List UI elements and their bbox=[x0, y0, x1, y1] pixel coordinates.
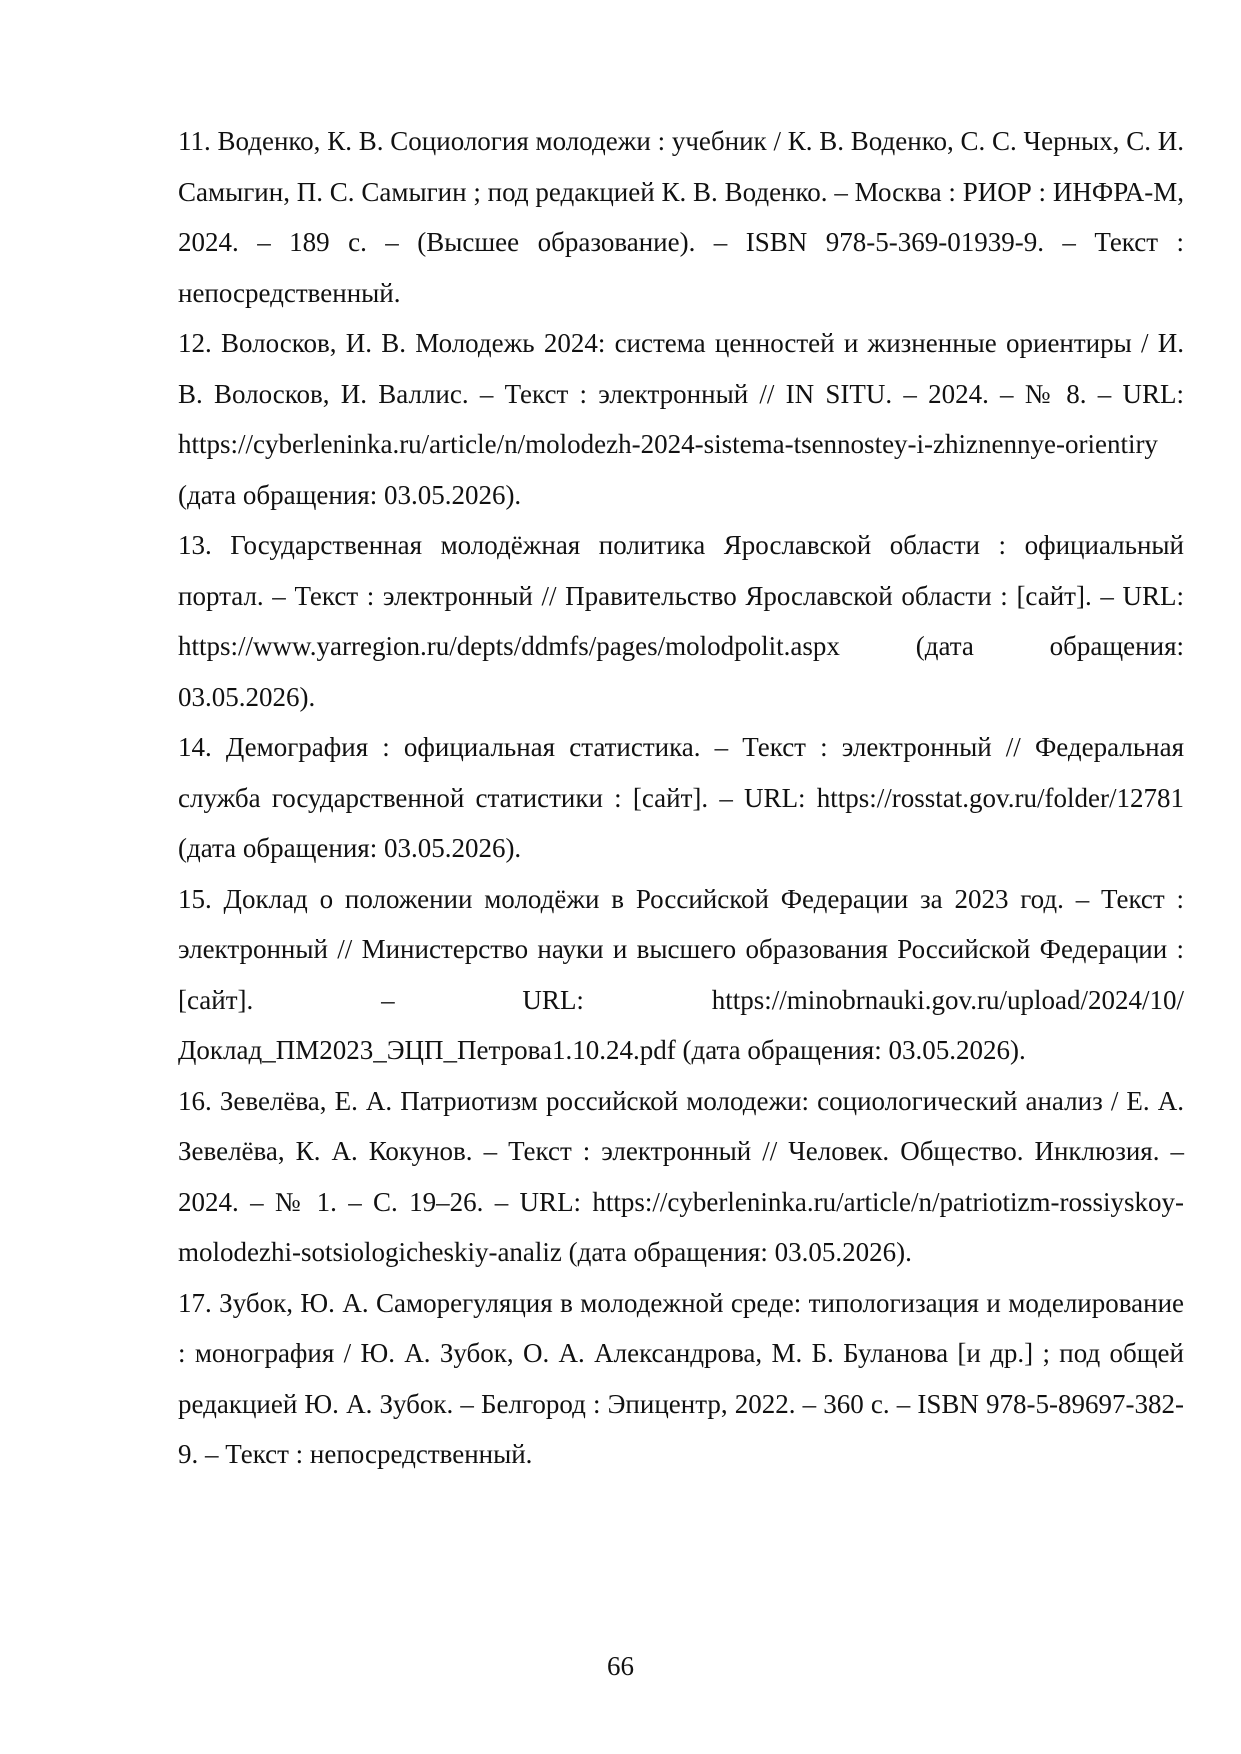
reference-item-14: 14. Демография : официальная статистика. – Текст : электронный // Федеральная служба государственной статистики : [сайт]. – URL: https://rosstat.gov.ru/folder/12781 (дата обращения: 03.05.2026). bbox=[178, 732, 1184, 863]
page-number: 66 bbox=[607, 1651, 634, 1681]
reference-list bbox=[178, 116, 1184, 1480]
reference-item-12: 12. Волосков, И. В. Молодежь 2024: система ценностей и жизненные ориентиры / И. В. Волосков, И. Валлис. – Текст : электронный // IN SITU. – 2024. – № 8. – URL: https://cyberleninka.ru/article/n/molodezh-2024-sistema-tsennostey-i-zhiznennye-orientiry (дата обращения: 03.05.2026). bbox=[178, 328, 1184, 510]
reference-item-15: 15. Доклад о положении молодёжи в Российской Федерации за 2023 год. – Текст : электронный // Министерство науки и высшего образования Российской Федерации : [сайт]. – URL: https://minobrnauki.gov.ru/upload/2024/10/Доклад_ПМ2023_ЭЦП_Петрова1.10.24.pdf (дата обращения: 03.05.2026). bbox=[178, 883, 1184, 1065]
reference-item-13: 13. Государственная молодёжная политика Ярославской области : официальный портал. – Текст : электронный // Правительство Ярославской области : [сайт]. – URL: https://www.yarregion.ru/depts/ddmfs/pages/molodpolit.aspx (дата обращения: 03.05.2026). bbox=[178, 530, 1184, 712]
reference-item-11: 11. Воденко, К. В. Социология молодежи : учебник / К. В. Воденко, С. С. Черных, С. И. Самыгин, П. С. Самыгин ; под редакцией К. В. Воденко. – Москва : РИОР : ИНФРА-М, 2024. – 189 с. – (Высшее образование). – ISBN 978-5-369-01939-9. – Текст : непосредственный. bbox=[178, 126, 1184, 308]
reference-item-16: 16. Зевелёва, Е. А. Патриотизм российской молодежи: социологический анализ / Е. А. Зевелёва, К. А. Кокунов. – Текст : электронный // Человек. Общество. Инклюзия. – 2024. – № 1. – С. 19–26. – URL: https://cyberleninka.ru/article/n/patriotizm-rossiyskoy-molodezhi-sotsiologicheskiy-analiz (дата обращения: 03.05.2026). bbox=[178, 1085, 1184, 1267]
reference-item-17: 17. Зубок, Ю. А. Саморегуляция в молодежной среде: типологизация и моделирование : монография / Ю. А. Зубок, О. А. Александрова, М. Б. Буланова [и др.] ; под общей редакцией Ю. А. Зубок. – Белгород : Эпицентр, 2022. – 360 с. – ISBN 978-5-89697-382-9. – Текст : непосредственный. bbox=[178, 1287, 1184, 1469]
